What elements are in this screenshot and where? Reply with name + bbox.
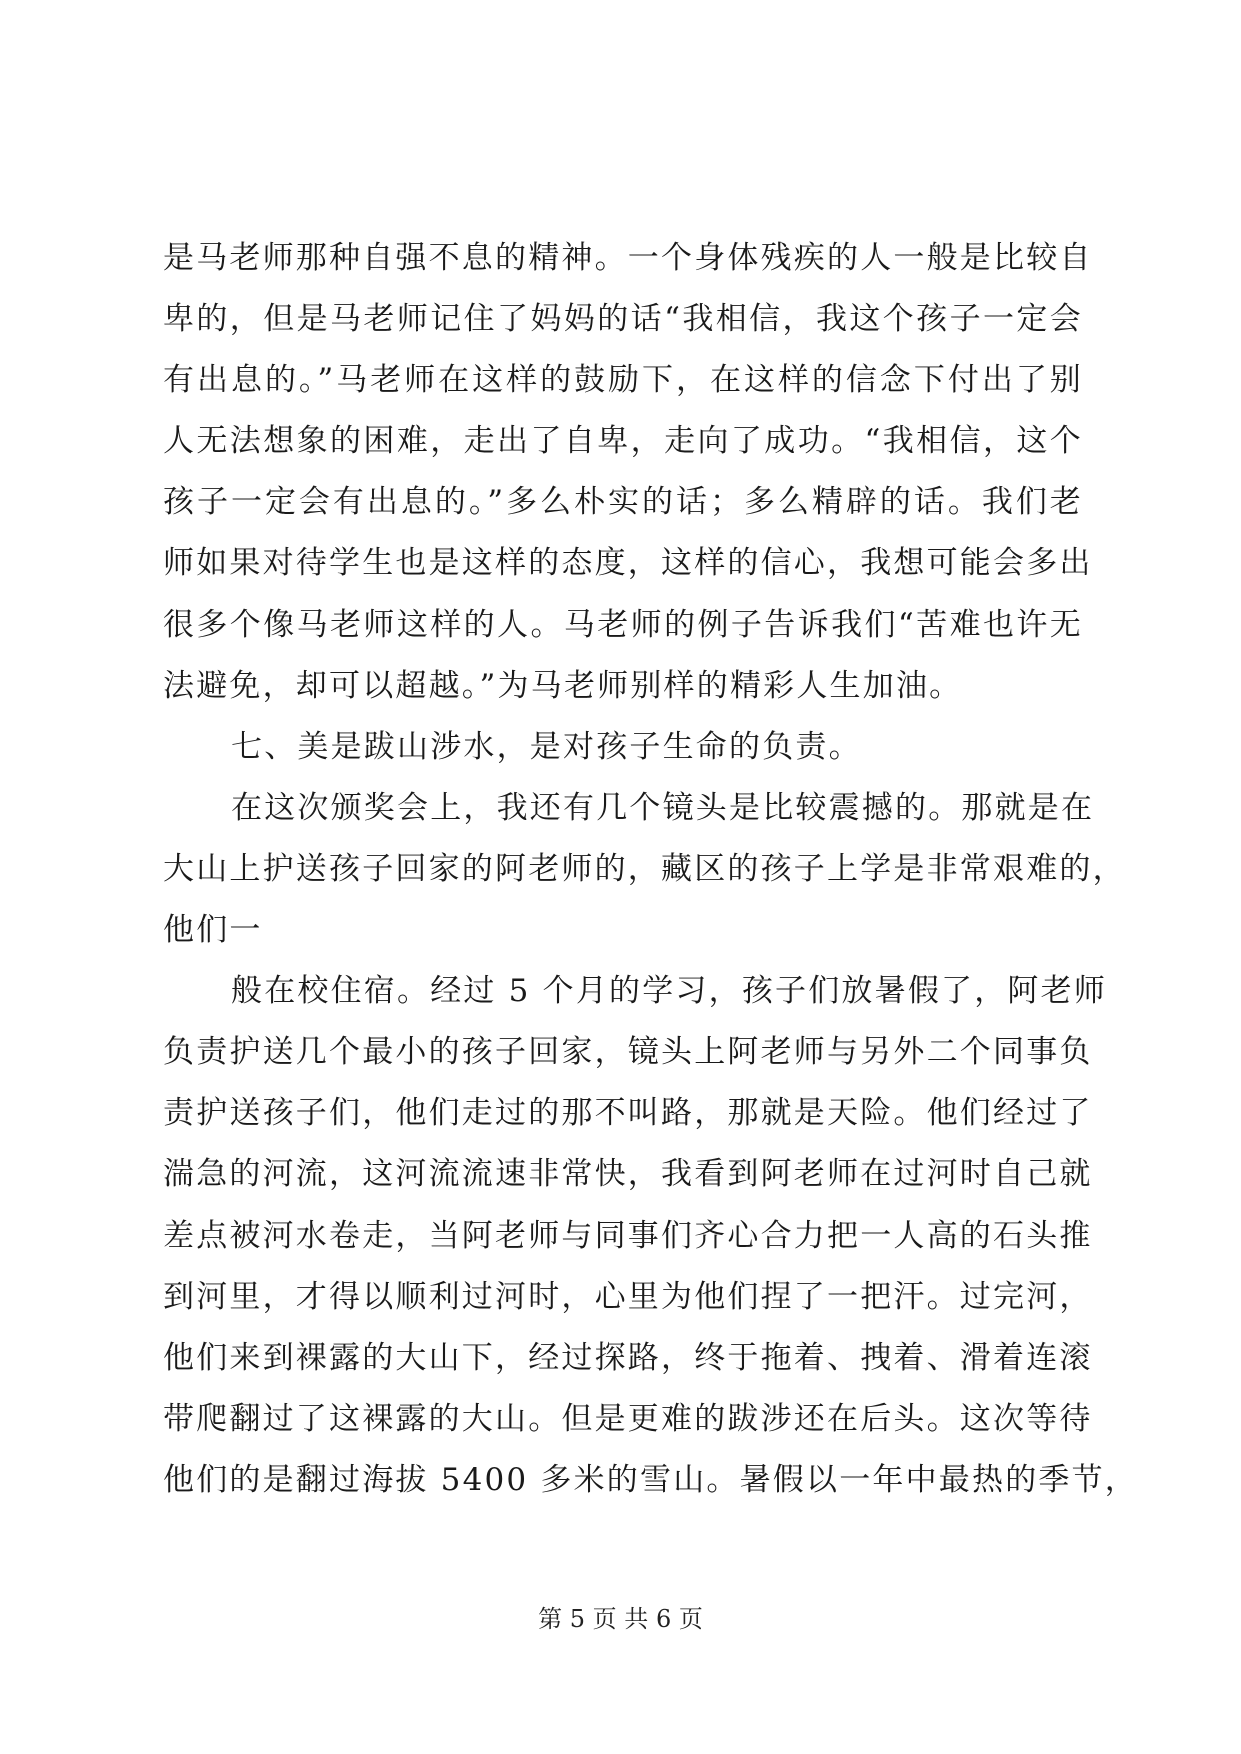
text-line: 孩子一定会有出息的。”多么朴实的话；多么精辟的话。我们老: [163, 484, 1083, 521]
text-line: 卑的，但是马老师记住了妈妈的话“我相信，我这个孩子一定会: [163, 301, 1083, 338]
text-line: 他们的是翻过海拔 5400 多米的雪山。暑假以一年中最热的季节，: [163, 1461, 1138, 1498]
text-line: 他们一: [163, 912, 263, 949]
text-line: 带爬翻过了这裸露的大山。但是更难的跋涉还在后头。这次等待: [163, 1400, 1093, 1437]
text-line: 有出息的。”马老师在这样的鼓励下，在这样的信念下付出了别: [163, 362, 1083, 399]
section-heading: 七、美是跋山涉水，是对孩子生命的负责。: [231, 728, 862, 765]
page-number-footer: 第 5 页 共 6 页: [538, 1605, 703, 1633]
text-line: 师如果对待学生也是这样的态度，这样的信心，我想可能会多出: [163, 545, 1093, 582]
text-line: 人无法想象的困难，走出了自卑，走向了成功。“我相信，这个: [163, 423, 1083, 460]
text-line: 般在校住宿。经过 5 个月的学习，孩子们放暑假了，阿老师: [231, 973, 1108, 1010]
text-line: 法避免，却可以超越。”为马老师别样的精彩人生加油。: [163, 667, 963, 704]
text-line: 负责护送几个最小的孩子回家，镜头上阿老师与另外二个同事负: [163, 1034, 1093, 1071]
text-line: 大山上护送孩子回家的阿老师的，藏区的孩子上学是非常艰难的，: [163, 850, 1126, 887]
text-line: 很多个像马老师这样的人。马老师的例子告诉我们“苦难也许无: [163, 606, 1083, 643]
text-line: 他们来到裸露的大山下，经过探路，终于拖着、拽着、滑着连滚: [163, 1339, 1093, 1376]
body-text: [163, 228, 1138, 1511]
text-line: 是马老师那种自强不息的精神。一个身体残疾的人一般是比较自: [163, 240, 1093, 276]
text-line: 责护送孩子们，他们走过的那不叫路，那就是天险。他们经过了: [163, 1095, 1093, 1132]
text-line: 到河里，才得以顺利过河时，心里为他们捏了一把汗。过完河，: [163, 1278, 1093, 1315]
text-line: 差点被河水卷走，当阿老师与同事们齐心合力把一人高的石头推: [163, 1217, 1093, 1254]
text-line: 湍急的河流，这河流流速非常快，我看到阿老师在过河时自己就: [163, 1156, 1093, 1193]
text-line: 在这次颁奖会上，我还有几个镜头是比较震撼的。那就是在: [231, 789, 1095, 826]
